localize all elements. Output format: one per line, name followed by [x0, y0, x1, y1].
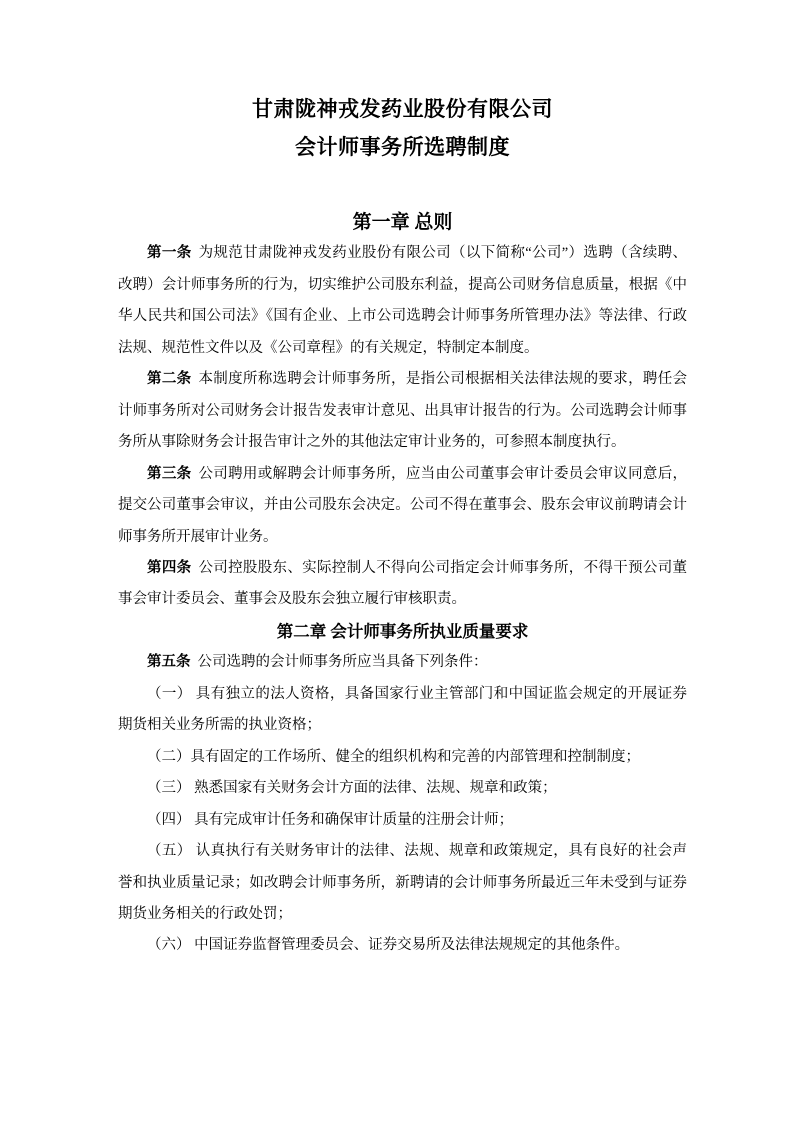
article-1-label: 第一条	[147, 245, 192, 262]
article-4-label: 第四条	[147, 559, 192, 576]
condition-item-6-text: （六） 中国证券监督管理委员会、证券交易所及法律法规规定的其他条件。	[147, 937, 630, 954]
article-5-paragraph	[118, 647, 687, 678]
condition-item-5-text: （五） 认真执行有关财务审计的法律、法规、规章和政策规定，具有良好的社会声誉和执业质量记录；如改聘会计师事务所，新聘请的会计师事务所最近三年未受到与证券期货业务相关的行政处罚；	[118, 843, 687, 922]
condition-item-3-text: （三） 熟悉国家有关财务会计方面的法律、法规、规章和政策；	[147, 780, 557, 797]
condition-item-1	[118, 679, 687, 742]
article-3-label: 第三条	[147, 465, 192, 482]
document-title-company: 甘肃陇神戎发药业股份有限公司	[252, 97, 553, 121]
article-2-text: 本制度所称选聘会计师事务所，是指公司根据相关法律法规的要求，聘任会计师事务所对公司财务会计报告发表审计意见、出具审计报告的行为。公司选聘会计师事务所从事除财务会计报告审计之外的其他法定审计业务的，可参照本制度执行。	[118, 371, 688, 451]
document-body	[118, 207, 687, 962]
article-5-label: 第五条	[147, 654, 191, 671]
chapter-1-heading: 第一章 总则	[352, 212, 453, 233]
document-title-policy: 会计师事务所选聘制度	[295, 135, 510, 159]
condition-item-2	[118, 742, 687, 773]
article-5-text: 公司选聘的会计师事务所应当具备下列条件：	[197, 654, 488, 671]
condition-item-2-text: （二）具有固定的工作场所、健全的组织机构和完善的内部管理和控制制度；	[147, 748, 640, 765]
article-2-paragraph	[118, 364, 687, 458]
article-3-text: 公司聘用或解聘会计师事务所，应当由公司董事会审计委员会审议同意后，提交公司董事会审议，并由公司股东会决定。公司不得在董事会、股东会审议前聘请会计师事务所开展审计业务。	[118, 465, 688, 545]
condition-item-5	[118, 836, 687, 930]
article-1-text: 为规范甘肃陇神戎发药业股份有限公司（以下简称“公司”）选聘（含续聘、改聘）会计师事务所的行为，切实维护公司股东利益，提高公司财务信息质量，根据《中华人民共和国公司法》《国有企业、上市公司选聘会计师事务所管理办法》等法律、行政法规、规范性文件以及《公司章程》的有关规定，特制定本制度。	[118, 245, 688, 356]
article-4-paragraph	[118, 553, 687, 616]
chapter-2-heading: 第二章 会计师事务所执业质量要求	[276, 621, 529, 641]
condition-item-4	[118, 805, 687, 836]
condition-item-4-text: （四） 具有完成审计任务和确保审计质量的注册会计师；	[147, 811, 514, 828]
article-3-paragraph	[118, 459, 687, 553]
article-1-paragraph	[118, 238, 687, 364]
condition-item-1-text: （一） 具有独立的法人资格，具备国家行业主管部门和中国证监会规定的开展证券期货相关业务所需的执业资格；	[118, 685, 687, 734]
article-4-text: 公司控股股东、实际控制人不得向公司指定会计师事务所，不得干预公司董事会审计委员会、董事会及股东会独立履行审核职责。	[118, 559, 688, 608]
condition-item-3	[118, 773, 687, 804]
article-2-label: 第二条	[147, 371, 192, 388]
condition-item-6	[118, 930, 687, 961]
